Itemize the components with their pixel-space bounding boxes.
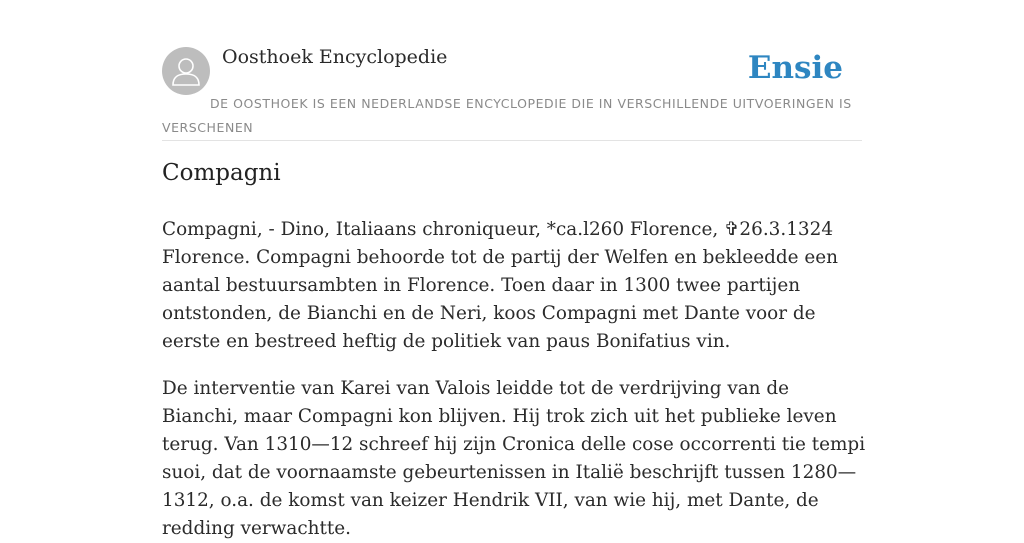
source-tagline: DE OOSTHOEK IS EEN NEDERLANDSE ENCYCLOPEDIE DIE IN VERSCHILLENDE UITVOERINGEN IS VERSCHENEN — [162, 96, 852, 135]
source-header — [162, 44, 862, 141]
article-paragraph-2: De interventie van Karei van Valois leidde tot de verdrijving van de Bianchi, maar Compagni kon blijven. Hij trok zich uit het publieke leven terug. Van 1310—12 schreef hij zijn Cronica delle cose occorrenti tie tempi suoi, dat de voornaamste gebeurtenissen in Italië beschrijft tussen 1280—1312, o.a. de komst van keizer Hendrik VII, van wie hij, met Dante, de redding verwachtte. — [162, 378, 866, 539]
article-title: Compagni — [162, 160, 281, 186]
avatar[interactable] — [162, 47, 210, 95]
article-paragraph-1: Compagni, - Dino, Italiaans chroniqueur, *ca.l260 Florence, ✞26.3.1324 Florence. Compagni behoorde tot de partij der Welfen en bekleedde een aantal bestuursambten in Florence. Toen daar in 1300 twee partijen ontstonden, de Bianchi en de Neri, koos Compagni met Dante voor de eerste en bestreed heftig de politiek van paus Bonifatius vin. — [162, 219, 839, 352]
brand-logo-link[interactable]: Ensie — [747, 50, 843, 86]
source-name[interactable]: Oosthoek Encyclopedie — [222, 46, 448, 68]
user-silhouette-icon — [162, 47, 210, 95]
